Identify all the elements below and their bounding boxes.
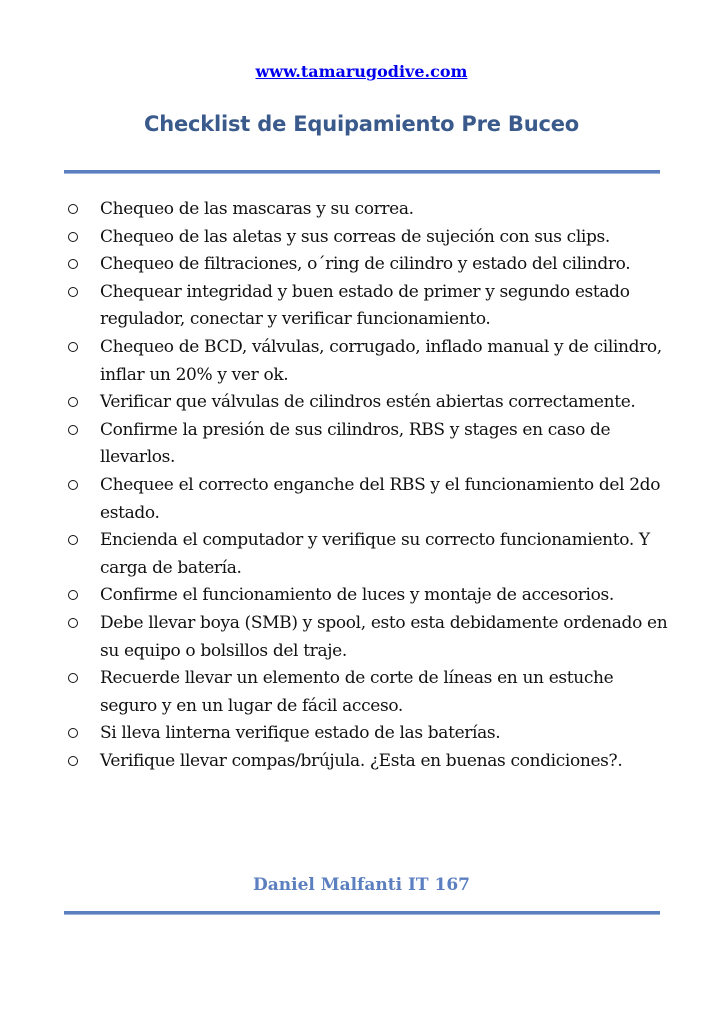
checklist-item [64, 417, 674, 472]
checklist-item-text: Encienda el computador y verifique su correcto funcionamiento. Y carga de batería. [100, 530, 650, 578]
checklist-item-text: Debe llevar boya (SMB) y spool, esto esta debidamente ordenado en su equipo o bolsillos del traje. [100, 612, 668, 661]
circle-bullet-icon [68, 259, 78, 269]
circle-bullet-icon [68, 756, 78, 766]
checklist-item-text: Chequeo de filtraciones, o´ring de cilindro y estado del cilindro. [100, 254, 631, 275]
circle-bullet-icon [68, 425, 78, 435]
checklist-item-text: Confirme el funcionamiento de luces y montaje de accesorios. [100, 585, 614, 606]
checklist-item-text: Chequeo de las mascaras y su correa. [100, 199, 414, 219]
circle-bullet-icon [68, 673, 78, 683]
website-link[interactable]: www.tamarugodive.com [255, 62, 468, 81]
checklist-item-text: Chequeo de las aletas y sus correas de sujeción con sus clips. [100, 226, 610, 247]
top-divider [64, 170, 660, 174]
author-signature: Daniel Malfanti IT 167 [253, 875, 470, 895]
checklist-item [64, 582, 674, 610]
checklist-item [64, 251, 674, 279]
circle-bullet-icon [68, 618, 78, 628]
circle-bullet-icon [68, 590, 78, 600]
checklist-item-text: Verificar que válvulas de cilindros estén abiertas correctamente. [100, 392, 636, 413]
checklist-item [64, 472, 674, 527]
circle-bullet-icon [68, 342, 78, 352]
checklist-item [64, 527, 674, 582]
checklist-item [64, 334, 674, 389]
checklist-item-text: Si lleva linterna verifique estado de las baterías. [100, 723, 501, 744]
checklist-item [64, 279, 674, 334]
checklist-item-text: Chequee el correcto enganche del RBS y el funcionamiento del 2do estado. [100, 474, 661, 523]
checklist-item-text: Recuerde llevar un elemento de corte de líneas en un estuche seguro y en un lugar de fácil acceso. [100, 668, 614, 716]
checklist-item-text: Confirme la presión de sus cilindros, RBS y stages en caso de llevarlos. [100, 419, 611, 468]
checklist-item [64, 748, 674, 776]
circle-bullet-icon [68, 535, 78, 545]
circle-bullet-icon [68, 204, 78, 214]
checklist-item [64, 389, 674, 417]
circle-bullet-icon [68, 728, 78, 738]
checklist-item [64, 720, 674, 748]
checklist-item-text: Verifique llevar compas/brújula. ¿Esta en buenas condiciones?. [100, 750, 623, 771]
bottom-divider [64, 911, 660, 915]
checklist-item-text: Chequeo de BCD, válvulas, corrugado, inflado manual y de cilindro, inflar un 20% y ver ok. [100, 336, 662, 385]
checklist-item [64, 224, 674, 252]
page-title: Checklist de Equipamiento Pre Buceo [143, 112, 579, 136]
checklist-item [64, 196, 674, 224]
circle-bullet-icon [68, 287, 78, 297]
checklist-item [64, 610, 674, 665]
checklist-item [64, 665, 674, 720]
circle-bullet-icon [68, 232, 78, 242]
equipment-checklist [64, 196, 674, 775]
circle-bullet-icon [68, 397, 78, 407]
checklist-item-text: Chequear integridad y buen estado de primer y segundo estado regulador, conectar y verificar funcionamiento. [100, 281, 630, 330]
circle-bullet-icon [68, 480, 78, 490]
